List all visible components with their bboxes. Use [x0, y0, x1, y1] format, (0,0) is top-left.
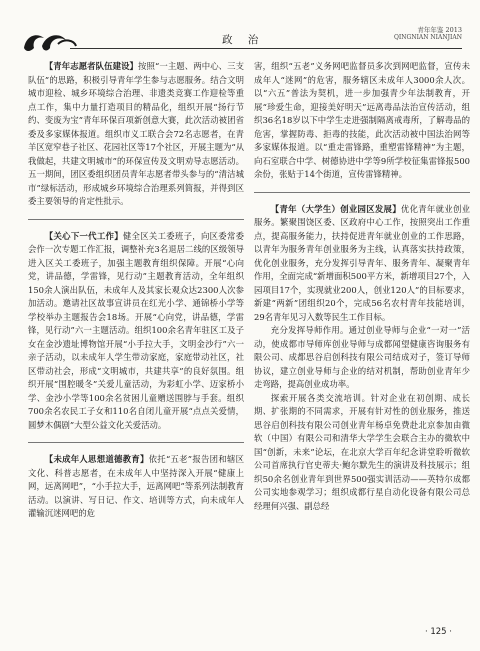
page-title: 政 治	[222, 34, 265, 46]
section-paragraph	[28, 453, 244, 521]
section-paragraph	[28, 230, 244, 433]
section-divider	[254, 192, 470, 193]
section-text: 依托“五老”报告团和辖区文化、科普志愿者，在未成年人中坚持深入开展“健康上网，远离网吧”，“小手拉大手，远离网吧”等系列法制教育活动。以演讲、写日记、作文、培训等方式，向未成年人灌输沉迷网吧的危	[28, 454, 245, 518]
page-number: · 125 ·	[424, 627, 452, 637]
yearbook-logo-icon	[20, 26, 78, 56]
section-paragraph: 充分发挥导师作用。通过创业导师与企业“一对一”活动，使成都市导师库创业导师与成都闻望健康咨询服务有限公司、成都思谷启创科技有限公司结成对子，签订导师协议，建立创业导师与企业的结对机制，帮助创业青年少走弯路，提高创业成功率。	[254, 325, 470, 389]
section-divider	[28, 442, 244, 443]
section-heading: 【未成年人思想道德教育】	[44, 454, 149, 464]
yearbook-pinyin: QINGNIAN NIANJIAN	[393, 34, 462, 41]
yearbook-name: 青年年鉴 2013	[417, 26, 462, 34]
section-youth-entrepreneurship-park	[254, 203, 470, 514]
section-text: 健全区关工委班子，向区委常委会作一次专题工作汇报，调整补充3名退居二线的区级领导进入区关工委班子，加强主题教育组织保障。开展“心向党，讲品德，学雷锋，见行动”主题教育活动，全年组织150余人演出队伍，未成年人及其家长观众达2300人次参加活动。邀请社区故事宣讲员在红光小学、通锦桥小学等学校举办主题报告会18场。开展“心向党，讲品德，学雷锋，见行动”六一主题活动。组织100余名青年驻区工及子女在金沙遗址博物馆开展“小手拉大手，文明金沙行”六一亲子活动，以未成年人学生带动家庭，家庭带动社区，社区带动社会，形成“文明城市，共建共享”的良好氛围。组织开展“围腔暖冬”关爱儿童活动，为彩虹小学、迈家桥小学、金沙小学等100余名贫困儿童赠送围脖与手套。组织700余名农民工子女和110名自闭儿童开展“点点关爱情，圆梦木偶剧”大型公益文化关爱活动。	[28, 230, 245, 430]
section-minors-moral-education	[28, 453, 244, 521]
section-paragraph	[28, 60, 244, 209]
section-heading: 【青年志愿者队伍建设】	[44, 61, 139, 71]
section-text: 按照“一主题、两中心、三支队伍”的思路，积极引导青年学生参与志愿服务。结合文明城市迎检、城乡环境综合治理、非遗类竞赛工作迎检等重点工作，集中力量打造项目的精品化，组织开展“扬行节约、变废为宝”青年环保百项新创意大赛，此次活动被团省委及多家媒体报道。组织市义工联合会72名志愿者，在青羊区宽窄巷子社区、花园社区等17个社区，开展主题为“从我做起，共建文明城市”的环保宣传及文明劝导志愿活动。五一期间，团区委组织团员青年志愿者带头参与的“清洁城市”绿标活动，形成城乡环境综合治理系列简报，并得到区委主要领导的肯定性批示。	[28, 61, 245, 206]
section-next-generation	[28, 230, 244, 433]
left-column	[28, 60, 244, 531]
section-paragraph: 探索开展各类交流培训。针对企业在初创期、成长期、扩张期的不同需求，开展有针对性的创业服务，推送思谷启创科技有限公司创业青年杨卓免费赴北京参加由微软（中国）有限公司和清华大学学生会联合主办的微软中国“创新，未来”论坛，在北京大学百年纪念讲堂聆听微软公司首席执行官史蒂夫·鲍尔默先生的演讲及科技展示；组织50余名创业青年到世界500强实训活动——英特尔成都公司实地参观学习；组织成都行星自动化设备有限公司总经理何兴强、副总经	[254, 392, 470, 511]
section-text: 优化青年就业创业服务。繁聚围饶区委、区政府中心工作，按照突出工作重点，提高服务能力，扶持促进青年就业创业的工作思路，以青年为服务青年创业服务为主线，认真落实扶持政策，优化创业服务，充分发挥引导青年、服务青年、凝聚青年作用，全面完成“新增面积500平方米，新增项目27个，入园项目17个，实现就业200人，创业120人”的目标要求，新建“两新”团组织20个，完成56名农村青年技能培训，29名青年见习入数等民生工作目标。	[254, 203, 470, 322]
running-header	[394, 26, 462, 42]
header-rule	[70, 48, 462, 49]
section-heading: 【关心下一代工作】	[44, 230, 123, 241]
section-paragraph	[254, 203, 470, 325]
continued-paragraph: 害，组织“五老”义务网吧监督员多次到网吧监督，宣传未成年人“迷网”的危害，服务辖区未成年人3000余人次。以“六五”普法为契机，进一步加强青少年法制教育，开展“珍爱生命，迎接美好明天”远离毒品法治宣传活动，组织36名18岁以下中学生走进强制隔离戒毒所，了解毒品的危害，掌握防毒、拒毒的技能，此次活动被中国法治网等多家媒体报道。以“重走雷锋路，重塑雷锋精神”为主题，向石室联合中学、树德协进中学等9所学校征集雷锋报500余份，张贴于14个街道，宣传雷锋精神。	[254, 61, 470, 179]
right-column	[254, 60, 470, 523]
section-divider	[28, 219, 244, 220]
section-continued	[254, 60, 470, 182]
section-heading: 【青年（大学生）创业园区发展】	[270, 203, 401, 214]
section-youth-volunteers	[28, 60, 244, 209]
